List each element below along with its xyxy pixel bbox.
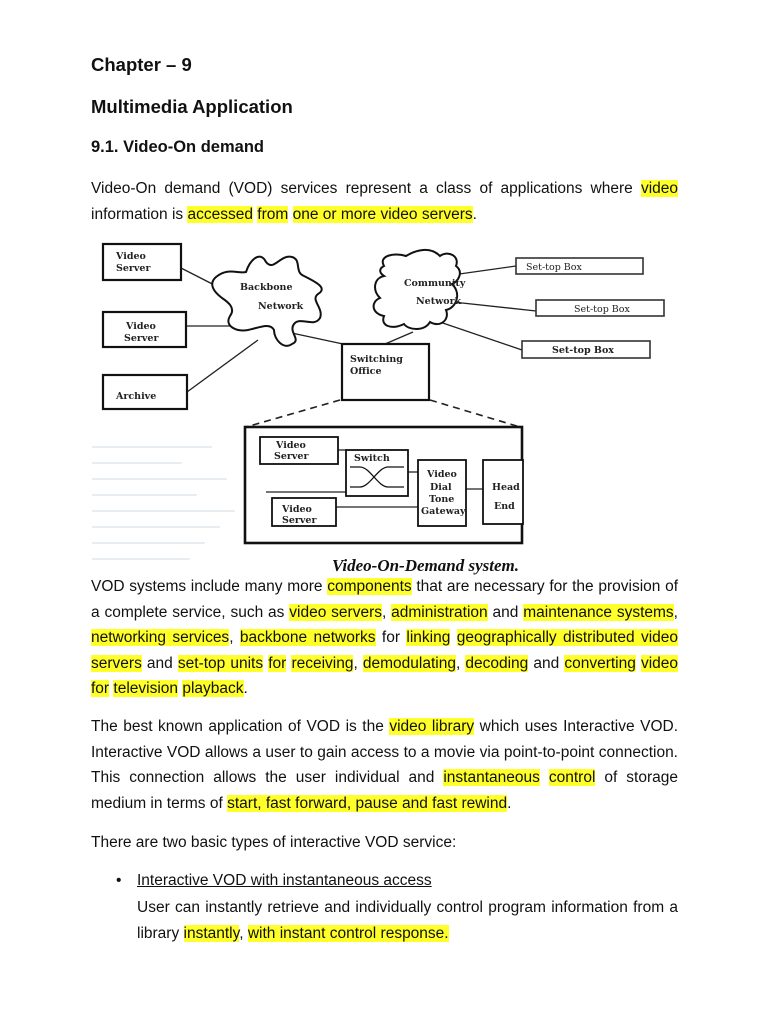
section-heading: 9.1. Video-On demand [91,138,264,156]
text: and [487,603,524,621]
text: that are necessary for the provision of a complete service, such as [91,578,678,621]
highlight: instantly [183,924,240,942]
highlight: with instant control response. [247,924,449,942]
highlight: demodulating [362,654,456,672]
highlight: maintenance systems [523,603,674,621]
text [450,629,456,646]
paragraph-intro [91,176,678,227]
svg-text:Head: Head [492,482,520,493]
highlight: linking [406,629,451,646]
highlight: start, fast forward, pause and fast rewind [227,794,508,812]
video-server-label: Video [116,251,146,262]
highlight: set-top units [177,654,264,672]
highlight: accessed [187,205,253,223]
highlight: television [113,680,179,697]
highlight: components [327,578,412,595]
text: VOD systems include many more [91,578,328,595]
text: of storage medium in terms of [91,769,678,812]
text: , [673,603,678,621]
svg-text:Office: Office [350,366,382,377]
text: and [141,654,178,672]
highlight: for [268,654,287,672]
svg-text:Set-top Box: Set-top Box [526,262,582,273]
bullet-title: Interactive VOD with instantaneous access [137,872,432,889]
svg-text:Switching: Switching [350,354,403,365]
text: The best known application of VOD is the [91,718,390,735]
highlight: for [91,680,110,697]
text [288,206,292,223]
svg-text:Dial: Dial [430,482,452,493]
highlight: video library [389,718,475,735]
svg-text:Video: Video [427,469,457,480]
text: User can instantly retrieve and individually control program information from a library [137,899,678,942]
chapter-heading: Chapter – 9 [91,54,192,75]
svg-text:Server: Server [282,515,317,526]
svg-text:Community: Community [404,278,466,289]
highlight: playback [182,680,244,697]
svg-text:Gateway: Gateway [421,506,466,517]
text: which uses Interactive VOD. Interactive VOD allows a user to gain access to a movie via point-to-point connection. This connection allows the user individual and [91,718,678,786]
highlight: one or more video servers [292,205,473,223]
highlight: networking services [91,629,230,646]
highlight: administration [391,603,488,621]
text: , [239,924,248,942]
highlight: geographically distributed video servers [91,629,679,672]
text: information is [91,205,188,223]
vod-system-diagram [88,232,688,577]
svg-text:Video: Video [126,321,156,332]
svg-text:Server: Server [274,451,309,462]
text: , [382,603,392,621]
highlight: video [640,180,678,197]
highlight: from [257,205,289,223]
svg-text:Switch: Switch [354,453,390,464]
svg-text:Archive: Archive [116,391,157,402]
text [540,769,549,786]
highlight: video servers [289,603,382,621]
highlight: video [640,654,679,672]
paragraph-types: There are two basic types of interactive VOD service: [91,834,457,851]
svg-text:Backbone: Backbone [240,282,293,293]
svg-text:Set-top Box: Set-top Box [552,345,614,356]
svg-text:Network: Network [416,296,462,307]
text: and [528,654,565,672]
svg-text:Set-top Box: Set-top Box [574,304,630,315]
bullet-icon: • [116,872,122,889]
highlight: decoding [465,654,529,672]
svg-text:Tone: Tone [429,494,455,505]
svg-text:End: End [494,501,515,512]
diagram-caption: Video-On-Demand system. [332,556,519,575]
highlight: converting [564,654,636,672]
text: . [243,680,248,697]
svg-text:Network: Network [258,301,304,312]
highlight: receiving [291,654,354,672]
text: , [455,654,466,672]
svg-text:Server: Server [124,333,159,344]
chapter-title: Multimedia Application [91,96,293,117]
paragraph-video-library [91,714,678,816]
text: for [375,629,407,646]
bullet-body [137,895,678,946]
paragraph-components [91,574,678,702]
text: Video-On demand (VOD) services represent a class of applications where [91,180,641,197]
highlight: backbone networks [239,629,376,646]
highlight: instantaneous [443,769,540,786]
text: . [507,794,512,812]
svg-text:Video: Video [276,440,306,451]
text: , [229,629,240,646]
highlight: control [548,769,596,786]
svg-text:Video: Video [282,504,312,515]
svg-text:Server: Server [116,263,151,274]
text: , [353,654,363,672]
text: . [472,205,477,223]
